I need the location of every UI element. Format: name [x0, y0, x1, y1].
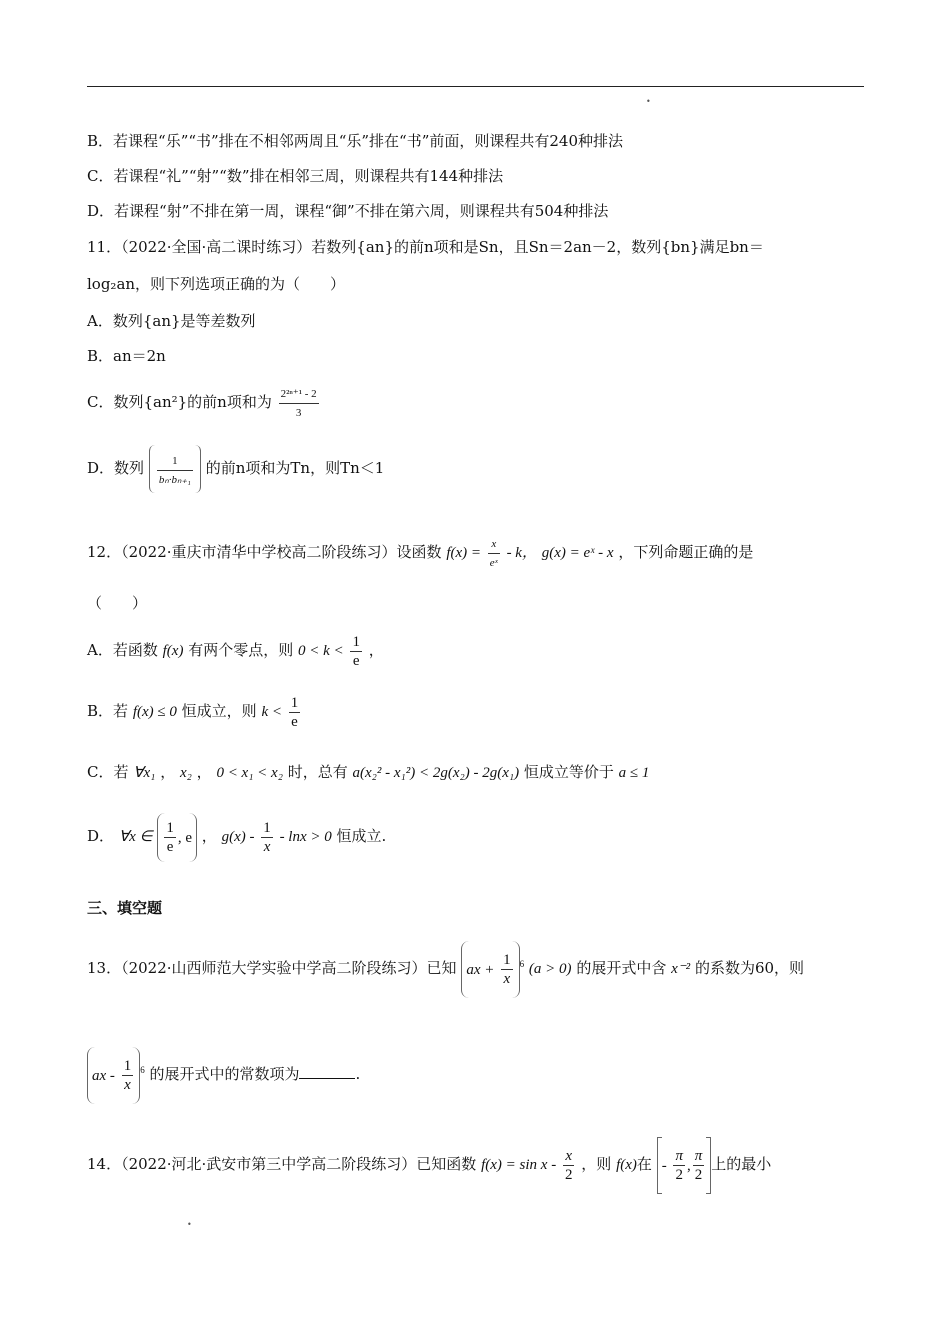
q12-option-a-label: A．若函数 — [87, 641, 158, 659]
q14-f-definition: f(x) = sin x - — [481, 1157, 557, 1173]
q12-option-b-k: k < — [261, 704, 282, 720]
q12-f-denominator: eˣ — [489, 556, 498, 569]
q14-stem-tail: 上的最小 — [711, 1155, 772, 1173]
q13-expression-numerator: 1 — [503, 952, 511, 968]
q13-stem-label: 13．（2022·山西师范大学实验中学高二阶段练习）已知 — [87, 959, 457, 977]
q12-option-c-condition: 0 < x₁ < x₂ — [216, 765, 283, 781]
q12-option-a — [87, 630, 384, 671]
q12-option-c-label: C．若 — [87, 763, 129, 781]
q14-f-fraction — [563, 1147, 575, 1184]
header-rule — [87, 86, 864, 87]
q14-stem-label: 14．（2022·河北·武安市第三中学高二阶段练习）已知函数 — [87, 1155, 477, 1173]
q13-expression2-term: ax - — [92, 1067, 115, 1084]
q12-option-a-numerator: 1 — [352, 633, 360, 650]
q14-sep: ，则 — [581, 1155, 612, 1173]
header-mark: • — [646, 97, 651, 106]
q12-option-b — [87, 690, 302, 733]
q11-stem-line2: log₂an，则下列选项正确的为（ ） — [87, 275, 346, 293]
q10-option-d: D．若课程“射”不排在第一周，课程“御”不排在第六周，则课程共有504种排法 — [87, 202, 609, 220]
q12-g-definition: g(x) = eˣ - x — [541, 545, 614, 561]
q11-option-b: B．an＝2n — [87, 347, 166, 365]
q13-expression — [461, 941, 519, 998]
q14-interval-denominator2: 2 — [694, 1167, 703, 1183]
q12-option-c-inequality: a(x₂² - x₁²) < 2g(x₂) - 2g(x₁) — [352, 765, 520, 781]
q13-expression-power: 6 — [519, 959, 525, 969]
q12-option-d-g: g(x) - — [221, 829, 255, 845]
q11-option-d-fraction — [157, 452, 193, 489]
q12-option-a-mid: 有两个零点，则 — [188, 641, 294, 659]
q12-stem — [87, 534, 753, 572]
q14-interval-denominator1: 2 — [675, 1167, 683, 1183]
q12-option-a-end: ， — [368, 641, 384, 659]
q13-x-power: x⁻² — [671, 961, 691, 977]
q14-f: f(x) — [616, 1157, 637, 1173]
q12-option-d-sep: ， — [201, 827, 217, 845]
q12-option-d-interval-numerator: 1 — [166, 820, 174, 836]
q12-option-a-fraction — [350, 633, 362, 670]
q12-option-a-f: f(x) — [162, 643, 184, 659]
q12-option-b-numerator: 1 — [290, 694, 299, 711]
q12-option-c-forall: ∀x₁ — [133, 765, 156, 781]
q13-expression-denominator: x — [503, 971, 511, 987]
q12-option-c-sep2: ， — [196, 763, 212, 781]
q14-in: 在 — [636, 1155, 652, 1173]
q12-option-d-interval-fraction — [164, 819, 176, 856]
q13-expression2 — [87, 1047, 140, 1104]
q12-option-d-interval-end: , e — [177, 829, 193, 846]
q12-f-numerator: x — [488, 535, 500, 554]
q12-option-c-mid2: 恒成立等价于 — [523, 763, 614, 781]
q14-interval-comma: , — [686, 1157, 691, 1174]
q13-condition: (a > 0) — [528, 961, 572, 977]
q10-option-b: B．若课程“乐”“书”排在不相邻两周且“乐”排在“书”前面，则课程共有240种排法 — [87, 132, 624, 150]
q13-expression2-denominator: x — [124, 1077, 131, 1093]
q12-option-d-numerator: 1 — [263, 819, 271, 836]
q12-stem-label: 12．（2022·重庆市清华中学校高二阶段练习）设函数 — [87, 543, 442, 561]
q14-f-numerator: x — [563, 1147, 575, 1166]
q13-expression-term: ax + — [466, 961, 495, 978]
q12-option-d-denominator: x — [263, 838, 271, 855]
q13-line2-text: 的展开式中的常数项为 — [149, 1065, 300, 1083]
q12-option-b-fraction — [289, 694, 301, 731]
q11-option-a: A．数列{an}是等差数列 — [87, 312, 256, 330]
q11-stem-line1: 11．（2022·全国·高二课时练习）若数列{an}的前n项和是Sn，且Sn＝2an－2，数列{bn}满足bn＝ — [87, 238, 764, 256]
q13-expression2-numerator: 1 — [123, 1058, 132, 1074]
q11-option-c-numerator: 2²ⁿ⁺¹ - 2 — [279, 385, 319, 404]
q12-stem-tail: ，下列命题正确的是 — [618, 543, 754, 561]
section-heading: 三、填空题 — [87, 899, 163, 917]
q12-option-d-label: D． — [87, 827, 115, 845]
q14-interval-fraction2 — [693, 1147, 705, 1184]
q13-stem — [87, 936, 804, 998]
q13-answer-blank[interactable] — [299, 1064, 355, 1079]
q11-option-d-numerator: 1 — [157, 452, 193, 471]
q10-option-c: C．若课程“礼”“射”“数”排在相邻三周，则课程共有144种排法 — [87, 167, 504, 185]
q12-option-a-inequality: 0 < k < — [298, 643, 344, 659]
q12-stem-line2: （ ） — [87, 594, 148, 612]
q12-option-d-interval-denominator: e — [166, 839, 174, 855]
q12-option-d — [87, 812, 386, 862]
q12-f-fraction — [488, 535, 500, 572]
q12-option-b-inequality: f(x) ≤ 0 — [132, 704, 177, 720]
q12-f-definition-tail: - k， — [506, 545, 537, 561]
q12-option-d-forall: ∀x ∈ — [118, 829, 153, 845]
q11-option-c-label: C．数列{an²}的前n项和为 — [87, 393, 272, 411]
q13-expression2-fraction — [122, 1057, 134, 1094]
q12-option-b-mid: 恒成立，则 — [181, 702, 257, 720]
q11-option-d — [87, 444, 384, 493]
q12-option-d-fraction — [261, 819, 273, 856]
q12-option-a-denominator: e — [352, 652, 360, 669]
q12-option-d-end: 恒成立. — [336, 827, 387, 845]
q11-option-d-sequence — [149, 445, 201, 493]
q12-option-c-sep1: ， — [160, 763, 176, 781]
q14-f-denominator: 2 — [564, 1166, 573, 1183]
q13-line2-end: . — [355, 1065, 361, 1083]
q12-option-d-tail: - lnx > 0 — [279, 829, 332, 845]
q13-stem-mid: 的展开式中含 — [576, 959, 667, 977]
q14-interval — [657, 1137, 712, 1194]
q14-interval-fraction1 — [673, 1147, 685, 1184]
q13-stem-tail: 的系数为60，则 — [694, 959, 805, 977]
q12-option-c — [87, 758, 649, 787]
q12-option-d-interval — [157, 813, 197, 862]
q11-option-d-tail: 的前n项和为Tn，则Tn＜1 — [205, 459, 385, 477]
q12-f-definition: f(x) = — [446, 545, 481, 561]
q11-option-d-denominator: bₙ·bₙ₊₁ — [158, 473, 191, 486]
q11-option-d-label: D．数列 — [87, 459, 145, 477]
q12-option-c-x2: x₂ — [179, 765, 192, 781]
q12-option-b-label: B．若 — [87, 702, 129, 720]
q14-stem — [87, 1136, 771, 1194]
q12-option-c-a: a ≤ 1 — [618, 765, 650, 781]
q12-option-b-denominator: e — [291, 713, 298, 730]
q11-option-c-denominator: 3 — [295, 406, 302, 419]
q12-option-c-mid: 时，总有 — [287, 763, 348, 781]
q11-option-c-fraction — [279, 385, 319, 422]
footer-mark: • — [187, 1220, 192, 1229]
q14-interval-numerator2: π — [694, 1148, 703, 1164]
q13-line2 — [87, 1042, 360, 1104]
q14-interval-minus: - — [661, 1157, 667, 1174]
q11-option-c — [87, 382, 321, 422]
q13-expression2-power: 6 — [140, 1065, 145, 1075]
q13-expression-fraction — [501, 951, 513, 988]
q14-interval-numerator1: π — [675, 1148, 683, 1164]
